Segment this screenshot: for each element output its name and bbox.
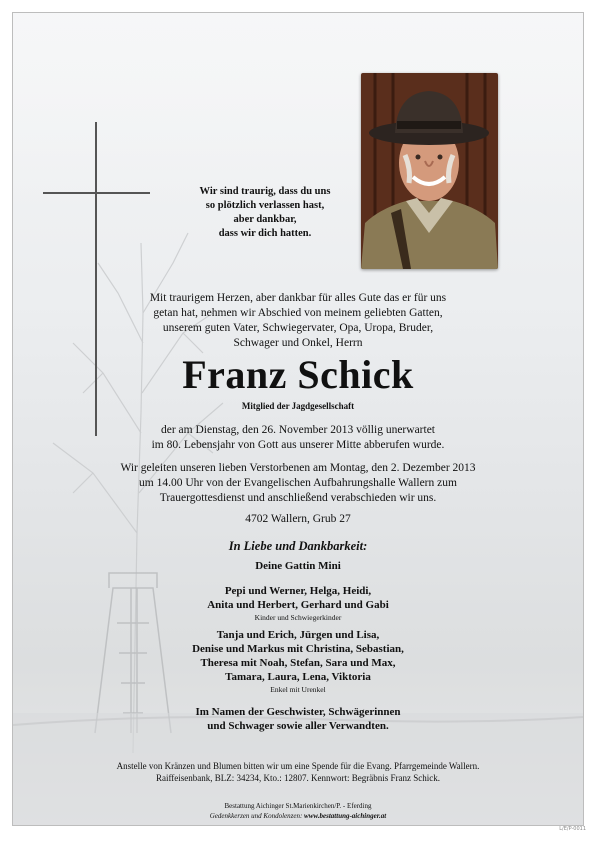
mourners-grandchildren [12, 628, 584, 696]
parte-sheet [12, 12, 584, 826]
funeral-line: Wir geleiten unseren lieben Verstorbenen am Montag, den 2. Dezember 2013 [120, 462, 476, 474]
membership-note: Mitglied der Jagdgesellschaft [241, 401, 355, 411]
children-caption: Kinder und Schwiegerkinder [254, 613, 342, 622]
intro-line: Schwager und Onkel, Herrn [233, 337, 363, 349]
funeral-line: Trauergottesdienst und anschließend verabschieden wir uns. [159, 492, 437, 504]
poem-line: dass wir dich hatten. [218, 228, 312, 239]
deceased-name: Franz Schick [182, 352, 414, 397]
undertaker-footer [12, 801, 584, 821]
portrait-photo [361, 73, 498, 269]
condolence-label: Gedenkkerzen und Kondolenzen: [209, 812, 305, 820]
mourners-children [12, 584, 584, 624]
death-line: der am Dienstag, den 26. November 2013 völlig unerwartet [160, 424, 435, 436]
intro-line: unserem guten Vater, Schwiegervater, Opa, Uropa, Bruder, [162, 322, 434, 334]
funeral-info [12, 461, 584, 506]
poem-line: aber dankbar, [233, 214, 297, 225]
poem-line: so plötzlich verlassen hast, [205, 200, 325, 211]
grandchildren-line: Tamara, Laura, Lena, Viktoria [225, 671, 371, 683]
siblings-line: Im Namen der Geschwister, Schwägerinnen [195, 706, 401, 718]
poem-line: Wir sind traurig, dass du uns [199, 186, 331, 197]
undertaker-name: Bestattung Aichinger St.Marienkirchen/P. - Eferding [224, 802, 372, 810]
intro-line: Mit traurigem Herzen, aber dankbar für alles Gute das er für uns [149, 292, 447, 304]
mourners-siblings [12, 705, 584, 733]
donation-line: Anstelle von Kränzen und Blumen bitten wir um eine Spende für die Evang. Pfarrgemeinde Wallern. [116, 761, 480, 771]
funeral-line: um 14.00 Uhr von der Evangelischen Aufbahrungshalle Wallern zum [139, 477, 457, 489]
grandchildren-line: Theresa mit Noah, Stefan, Sara und Max, [200, 657, 396, 669]
cross-horizontal-beam [43, 192, 150, 194]
condolence-line [12, 811, 584, 821]
death-line: im 80. Lebensjahr von Gott aus unserer Mitte abberufen wurde. [151, 439, 445, 451]
grandchildren-line: Denise und Markus mit Christina, Sebastian, [192, 643, 404, 655]
mourner-wife: Deine Gattin Mini [255, 560, 341, 572]
donation-note [12, 760, 584, 784]
grandchildren-line: Tanja und Erich, Jürgen und Lisa, [216, 629, 380, 641]
children-line: Anita und Herbert, Gerhard und Gabi [207, 599, 389, 611]
intro-text [12, 291, 584, 351]
reference-code: L/E/P-0011 [559, 826, 586, 832]
siblings-line: und Schwager sowie aller Verwandten. [207, 720, 389, 732]
family-address: 4702 Wallern, Grub 27 [245, 513, 351, 525]
grandchildren-caption: Enkel mit Urenkel [270, 685, 326, 694]
death-notice [12, 423, 584, 453]
memorial-poem [190, 185, 340, 241]
children-line: Pepi und Werner, Helga, Heidi, [224, 585, 372, 597]
intro-line: getan hat, nehmen wir Abschied von meinem geliebten Gatten, [153, 307, 443, 319]
donation-line: Raiffeisenbank, BLZ: 34234, Kto.: 12807. Kennwort: Begräbnis Franz Schick. [155, 773, 441, 783]
mourners-heading: In Liebe und Dankbarkeit: [228, 539, 368, 553]
condolence-website-link[interactable]: www.bestattung-aichinger.at [304, 812, 387, 820]
